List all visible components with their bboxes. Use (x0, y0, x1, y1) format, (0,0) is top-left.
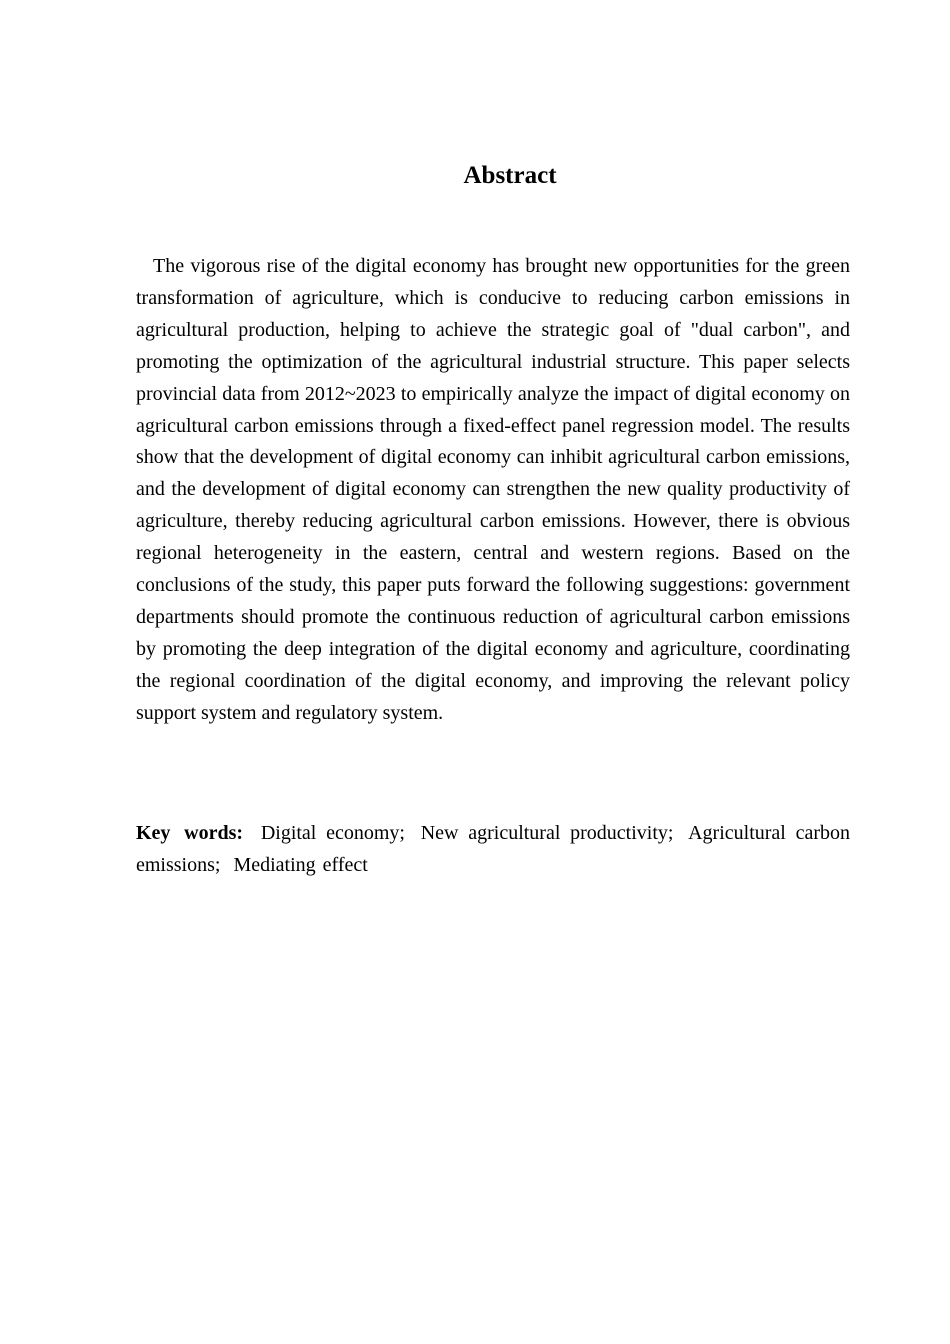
abstract-body: The vigorous rise of the digital economy has brought new opportunities for the green transformation of agriculture, which is conducive to reducing carbon emissions in agricultural production, helping to achieve the strategic goal of "dual carbon", and promoting the optimization of the agricultural industrial structure. This paper selects provincial data from 2012~2023 to empirically analyze the impact of digital economy on agricultural carbon emissions through a fixed-effect panel regression model. The results show that the development of digital economy can inhibit agricultural carbon emissions, and the development of digital economy can strengthen the new quality productivity of agriculture, thereby reducing agricultural carbon emissions. However, there is obvious regional heterogeneity in the eastern, central and western regions. Based on the conclusions of the study, this paper puts forward the following suggestions: government departments should promote the continuous reduction of agricultural carbon emissions by promoting the deep integration of the digital economy and agriculture, coordinating the regional coordination of the digital economy, and improving the relevant policy support system and regulatory system. (136, 255, 850, 724)
keywords-line (136, 818, 850, 882)
abstract-title: Abstract (463, 162, 557, 189)
keyword-item: Digital economy; (260, 822, 405, 844)
keyword-item: Agricultural carbon emissions; (136, 822, 851, 876)
keywords-label: Key words: (136, 822, 244, 844)
keyword-item: New agricultural productivity; (420, 822, 674, 844)
keyword-item: Mediating effect (233, 853, 368, 876)
